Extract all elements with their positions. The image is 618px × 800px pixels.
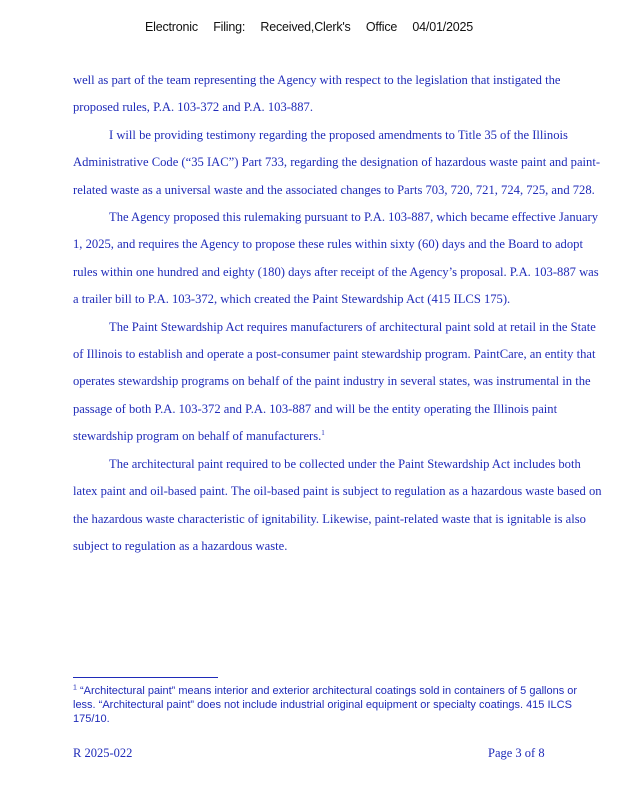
footnote-reference: 1 [321, 429, 325, 438]
paragraph-rulemaking: The Agency proposed this rulemaking pursuant to P.A. 103-887, which became effective January 1, 2025, and requires the Agency to propose these rules within sixty (60) days and the Board to adopt rules within one hundred and eighty (180) days after receipt of the Agency’s proposal. P.A. 103-887 was a trailer bill to P.A. 103-372, which created the Paint Stewardship Act (415 ILCS 175). [73, 210, 599, 307]
page-number: Page 3 of 8 [488, 746, 545, 760]
footnote-text: “Architectural paint” means interior and exterior architectural coatings sold in containers of 5 gallons or less. “Architectural paint” does not include industrial original equipment or specialty coatings. 415 ILCS 175/10. [73, 685, 578, 725]
document-body [73, 67, 605, 560]
paragraph-stewardship-act [73, 314, 605, 451]
page-header [0, 20, 618, 34]
paragraph-stewardship-text: The Paint Stewardship Act requires manufacturers of architectural paint sold at retail in the State of Illinois to establish and operate a post-consumer paint stewardship program. PaintCare, an entity that operates stewardship programs on behalf of the paint industry in several states, was instrumental in the passage of both P.A. 103-372 and P.A. 103-887 and will be the entity operating the Illinois paint stewardship program on behalf of manufacturers. [73, 319, 596, 444]
header-filing: Filing: [213, 20, 246, 34]
footnote-number: 1 [73, 684, 77, 692]
footnote [73, 684, 593, 726]
footnote-divider [73, 677, 218, 678]
header-office: Office [365, 20, 398, 34]
docket-number: R 2025-022 [73, 746, 133, 760]
header-electronic: Electronic [145, 20, 198, 34]
paragraph-testimony: I will be providing testimony regarding the proposed amendments to Title 35 of the Illinois Administrative Code (“35 IAC”) Part 733, regarding the designation of hazardous waste paint and paint-related waste as a universal waste and the associated changes to Parts 703, 720, 721, 724, 725, and 728. [73, 127, 601, 197]
paragraph-continued: well as part of the team representing the Agency with respect to the legislation that instigated the proposed rules, P.A. 103-372 and P.A. 103-887. [73, 73, 561, 115]
paragraph-architectural-paint: The architectural paint required to be collected under the Paint Stewardship Act includes both latex paint and oil-based paint. The oil-based paint is subject to regulation as a hazardous waste based on the hazardous waste characteristic of ignitability. Likewise, paint-related waste that is ignitable is also subject to regulation as a hazardous waste. [73, 456, 602, 553]
header-date: 04/01/2025 [412, 20, 473, 34]
header-received: Received,Clerk's [260, 20, 351, 34]
